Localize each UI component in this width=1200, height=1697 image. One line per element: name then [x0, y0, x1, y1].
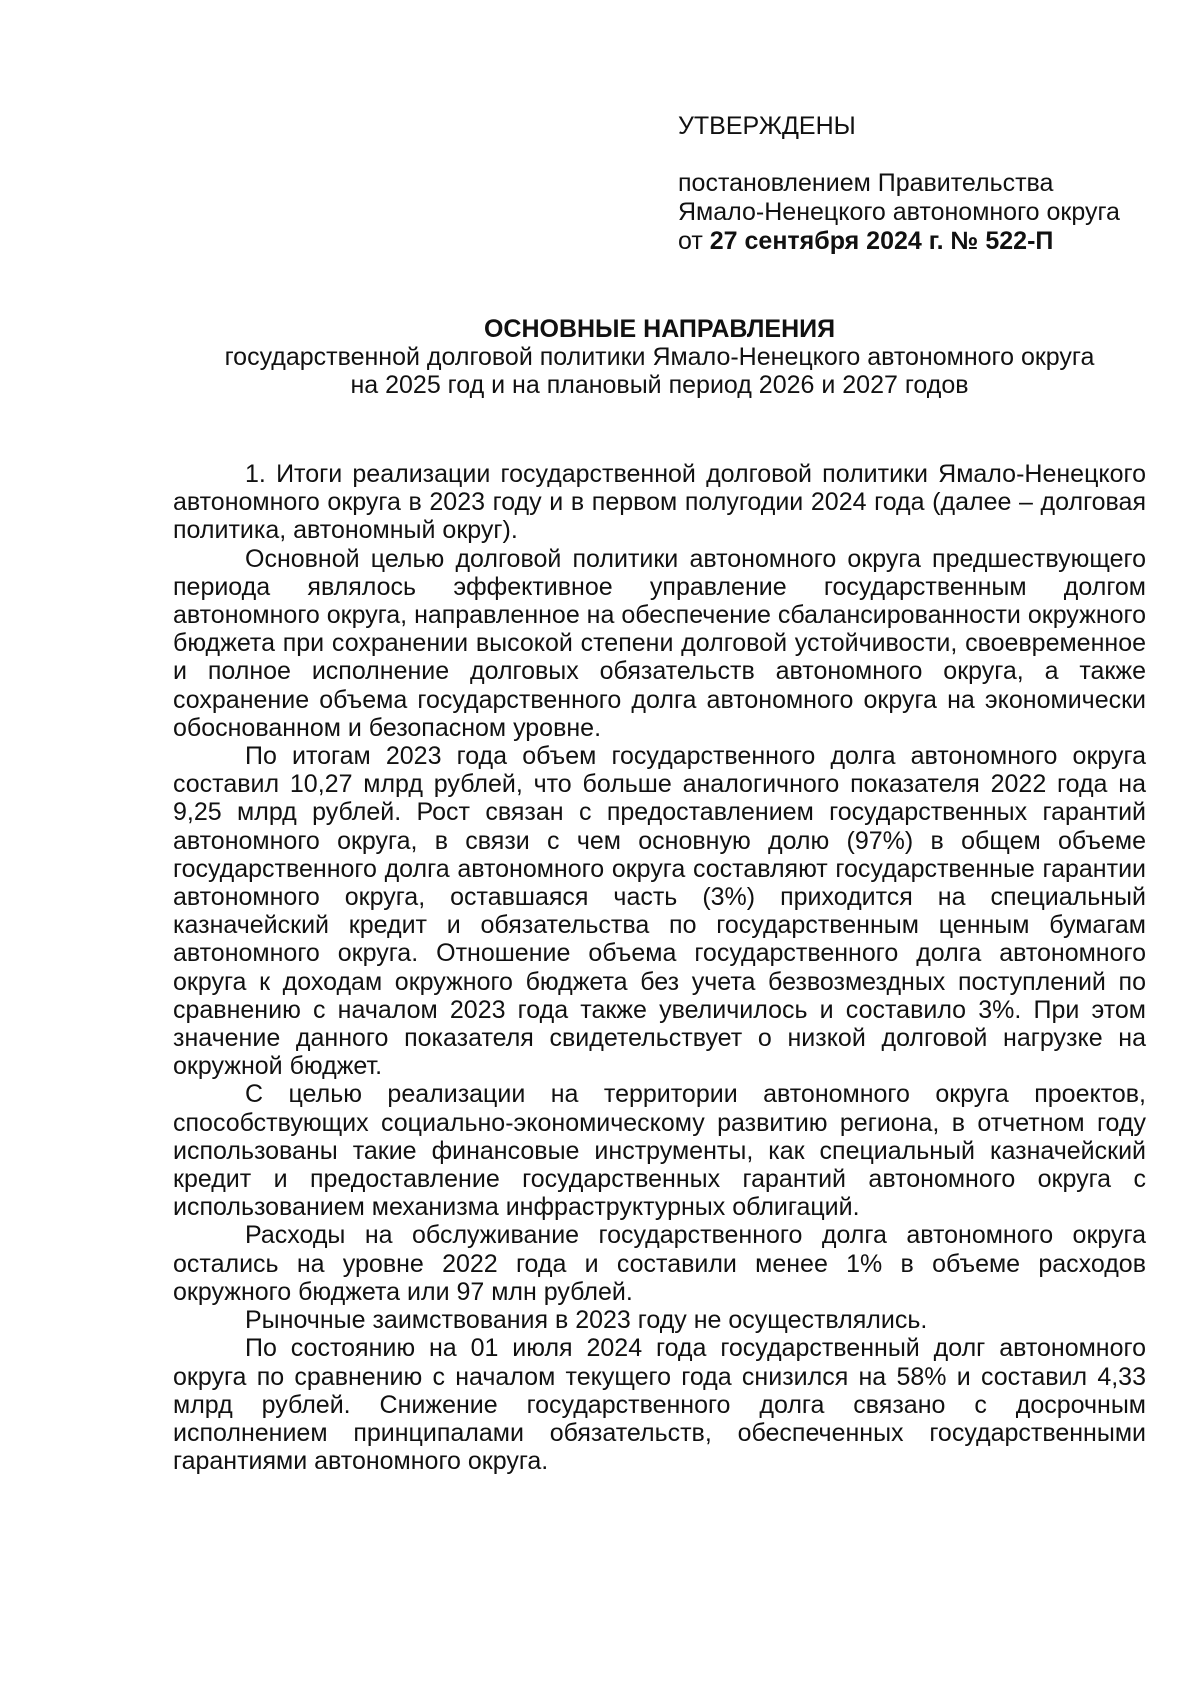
document-body [173, 460, 1146, 1475]
approval-line-region: Ямало-Ненецкого автономного округа [678, 198, 1120, 226]
document-title-block [173, 315, 1146, 399]
paragraph-debt-july-2024: По состоянию на 01 июля 2024 года государственный долг автономного округа по сравнению с началом текущего года снизился на 58% и составил 4,33 млрд рублей. Снижение государственного долга связано с досрочным исполнением принципалами обязательств, обеспеченных государственными гарантиями автономного округа. [173, 1334, 1146, 1476]
paragraph-policy-goal: Основной целью долговой политики автономного округа предшествующего периода являлось эффективное управление государственным долгом автономного округа, направленное на обеспечение сбалансированности окружного бюджета при сохранении высокой степени долговой устойчивости, своевременное и полное исполнение долговых обязательств автономного округа, а также сохранение объема государственного долга автономного округа на экономически обоснованном и безопасном уровне. [173, 544, 1146, 742]
paragraph-market-borrowing: Рыночные заимствования в 2023 году не осуществлялись. [245, 1306, 928, 1335]
paragraph-debt-2023: По итогам 2023 года объем государственного долга автономного округа составил 10,27 млрд рублей, что больше аналогичного показателя 2022 года на 9,25 млрд рублей. Рост связан с предоставлением государственных гарантий автономного округа, в связи с чем основную долю (97%) в общем объеме государственного долга автономного округа составляют государственные гарантии автономного округа, оставшаяся часть (3%) приходится на специальный казначейский кредит и обязательства по государственным ценным бумагам автономного округа. Отношение объема государственного долга автономного округа к доходам окружного бюджета без учета безвозмездных поступлений по сравнению с началом 2023 года также увеличилось и составило 3%. При этом значение данного показателя свидетельствует о низкой долговой нагрузке на окружной бюджет. [173, 742, 1146, 1081]
approval-block [678, 112, 1178, 256]
approval-date-number: 27 сентября 2024 г. № 522-П [709, 227, 1054, 255]
paragraph-financial-instruments: С целью реализации на территории автономного округа проектов, способствующих социально-экономическому развитию региона, в отчетном году использованы такие финансовые инструменты, как специальный казначейский кредит и предоставление государственных гарантий автономного округа с использованием механизма инфраструктурных облигаций. [173, 1080, 1146, 1222]
document-title: ОСНОВНЫЕ НАПРАВЛЕНИЯ [483, 315, 836, 343]
paragraph-debt-service-costs: Расходы на обслуживание государственного долга автономного округа остались на уровне 2022 года и составили менее 1% в объеме расходов окружного бюджета или 97 млн рублей. [173, 1221, 1146, 1306]
paragraph-section-1-heading: 1. Итоги реализации государственной долговой политики Ямало-Ненецкого автономного округа в 2023 году и в первом полугодии 2024 года (далее – долговая политика, автономный округ). [173, 460, 1146, 545]
document-subtitle-line-1: государственной долговой политики Ямало-Ненецкого автономного округа [224, 343, 1095, 371]
approval-line-date [678, 227, 1178, 256]
approval-line-decree: постановлением Правительства [678, 169, 1054, 197]
approval-date-prefix: от [678, 227, 703, 255]
approval-stamp: УТВЕРЖДЕНЫ [678, 112, 856, 140]
document-subtitle-line-2: на 2025 год и на плановый период 2026 и 2027 годов [350, 371, 969, 399]
